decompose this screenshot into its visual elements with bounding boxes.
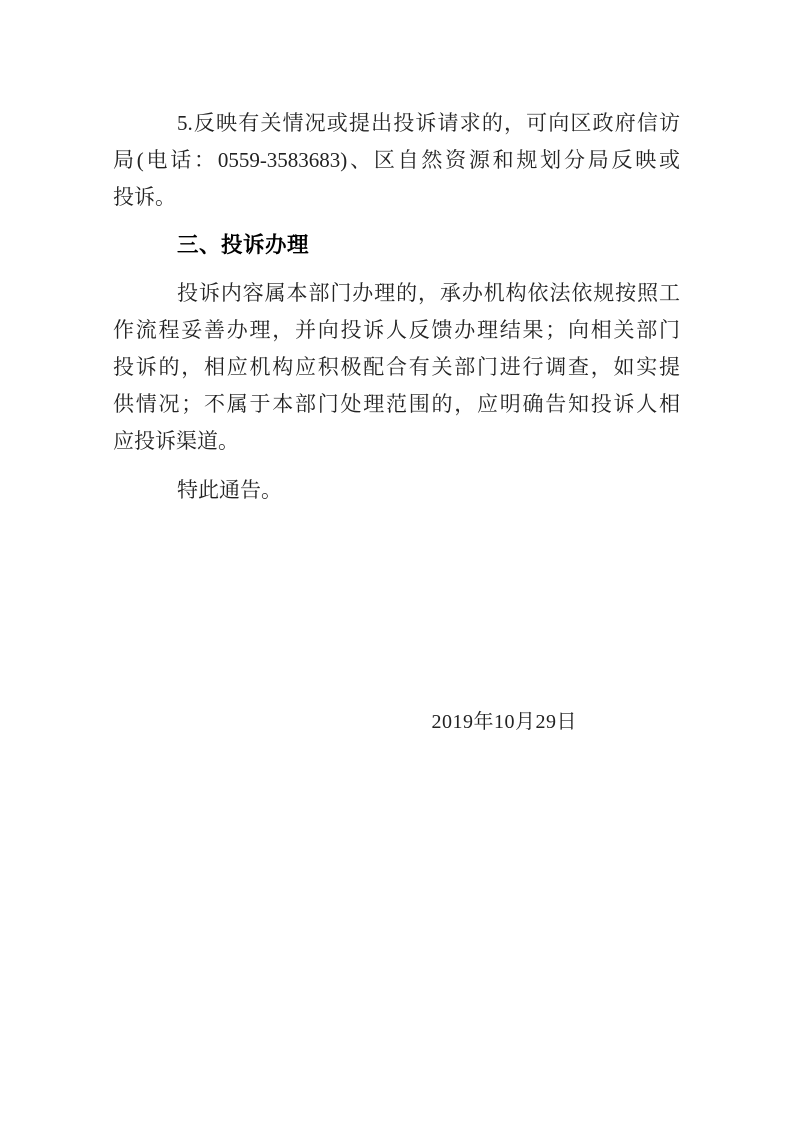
doc-line: 作流程妥善办理，并向投诉人反馈办理结果；向相关部门 <box>113 318 680 342</box>
doc-line: 投诉的，相应机构应积极配合有关部门进行调查，如实提 <box>113 355 680 379</box>
section-heading: 三、投诉办理 <box>177 233 310 257</box>
closing-statement: 特此通告。 <box>177 478 282 502</box>
doc-line: 供情况；不属于本部门处理范围的，应明确告知投诉人相 <box>113 392 680 416</box>
paragraph-complaint-contact <box>113 105 680 216</box>
doc-line: 投诉内容属本部门办理的，承办机构依法依规按照工 <box>177 281 680 305</box>
date-line: 2019年10月29日 <box>431 711 577 733</box>
paragraph-complaint-handling <box>113 275 680 460</box>
document-content <box>113 105 680 741</box>
doc-line: 局(电话：0559-3583683)、区自然资源和规划分局反映或 <box>113 148 680 172</box>
doc-line: 应投诉渠道。 <box>113 429 239 453</box>
doc-line: 5.反映有关情况或提出投诉请求的，可向区政府信访 <box>177 111 680 135</box>
doc-line: 投诉。 <box>113 185 176 209</box>
